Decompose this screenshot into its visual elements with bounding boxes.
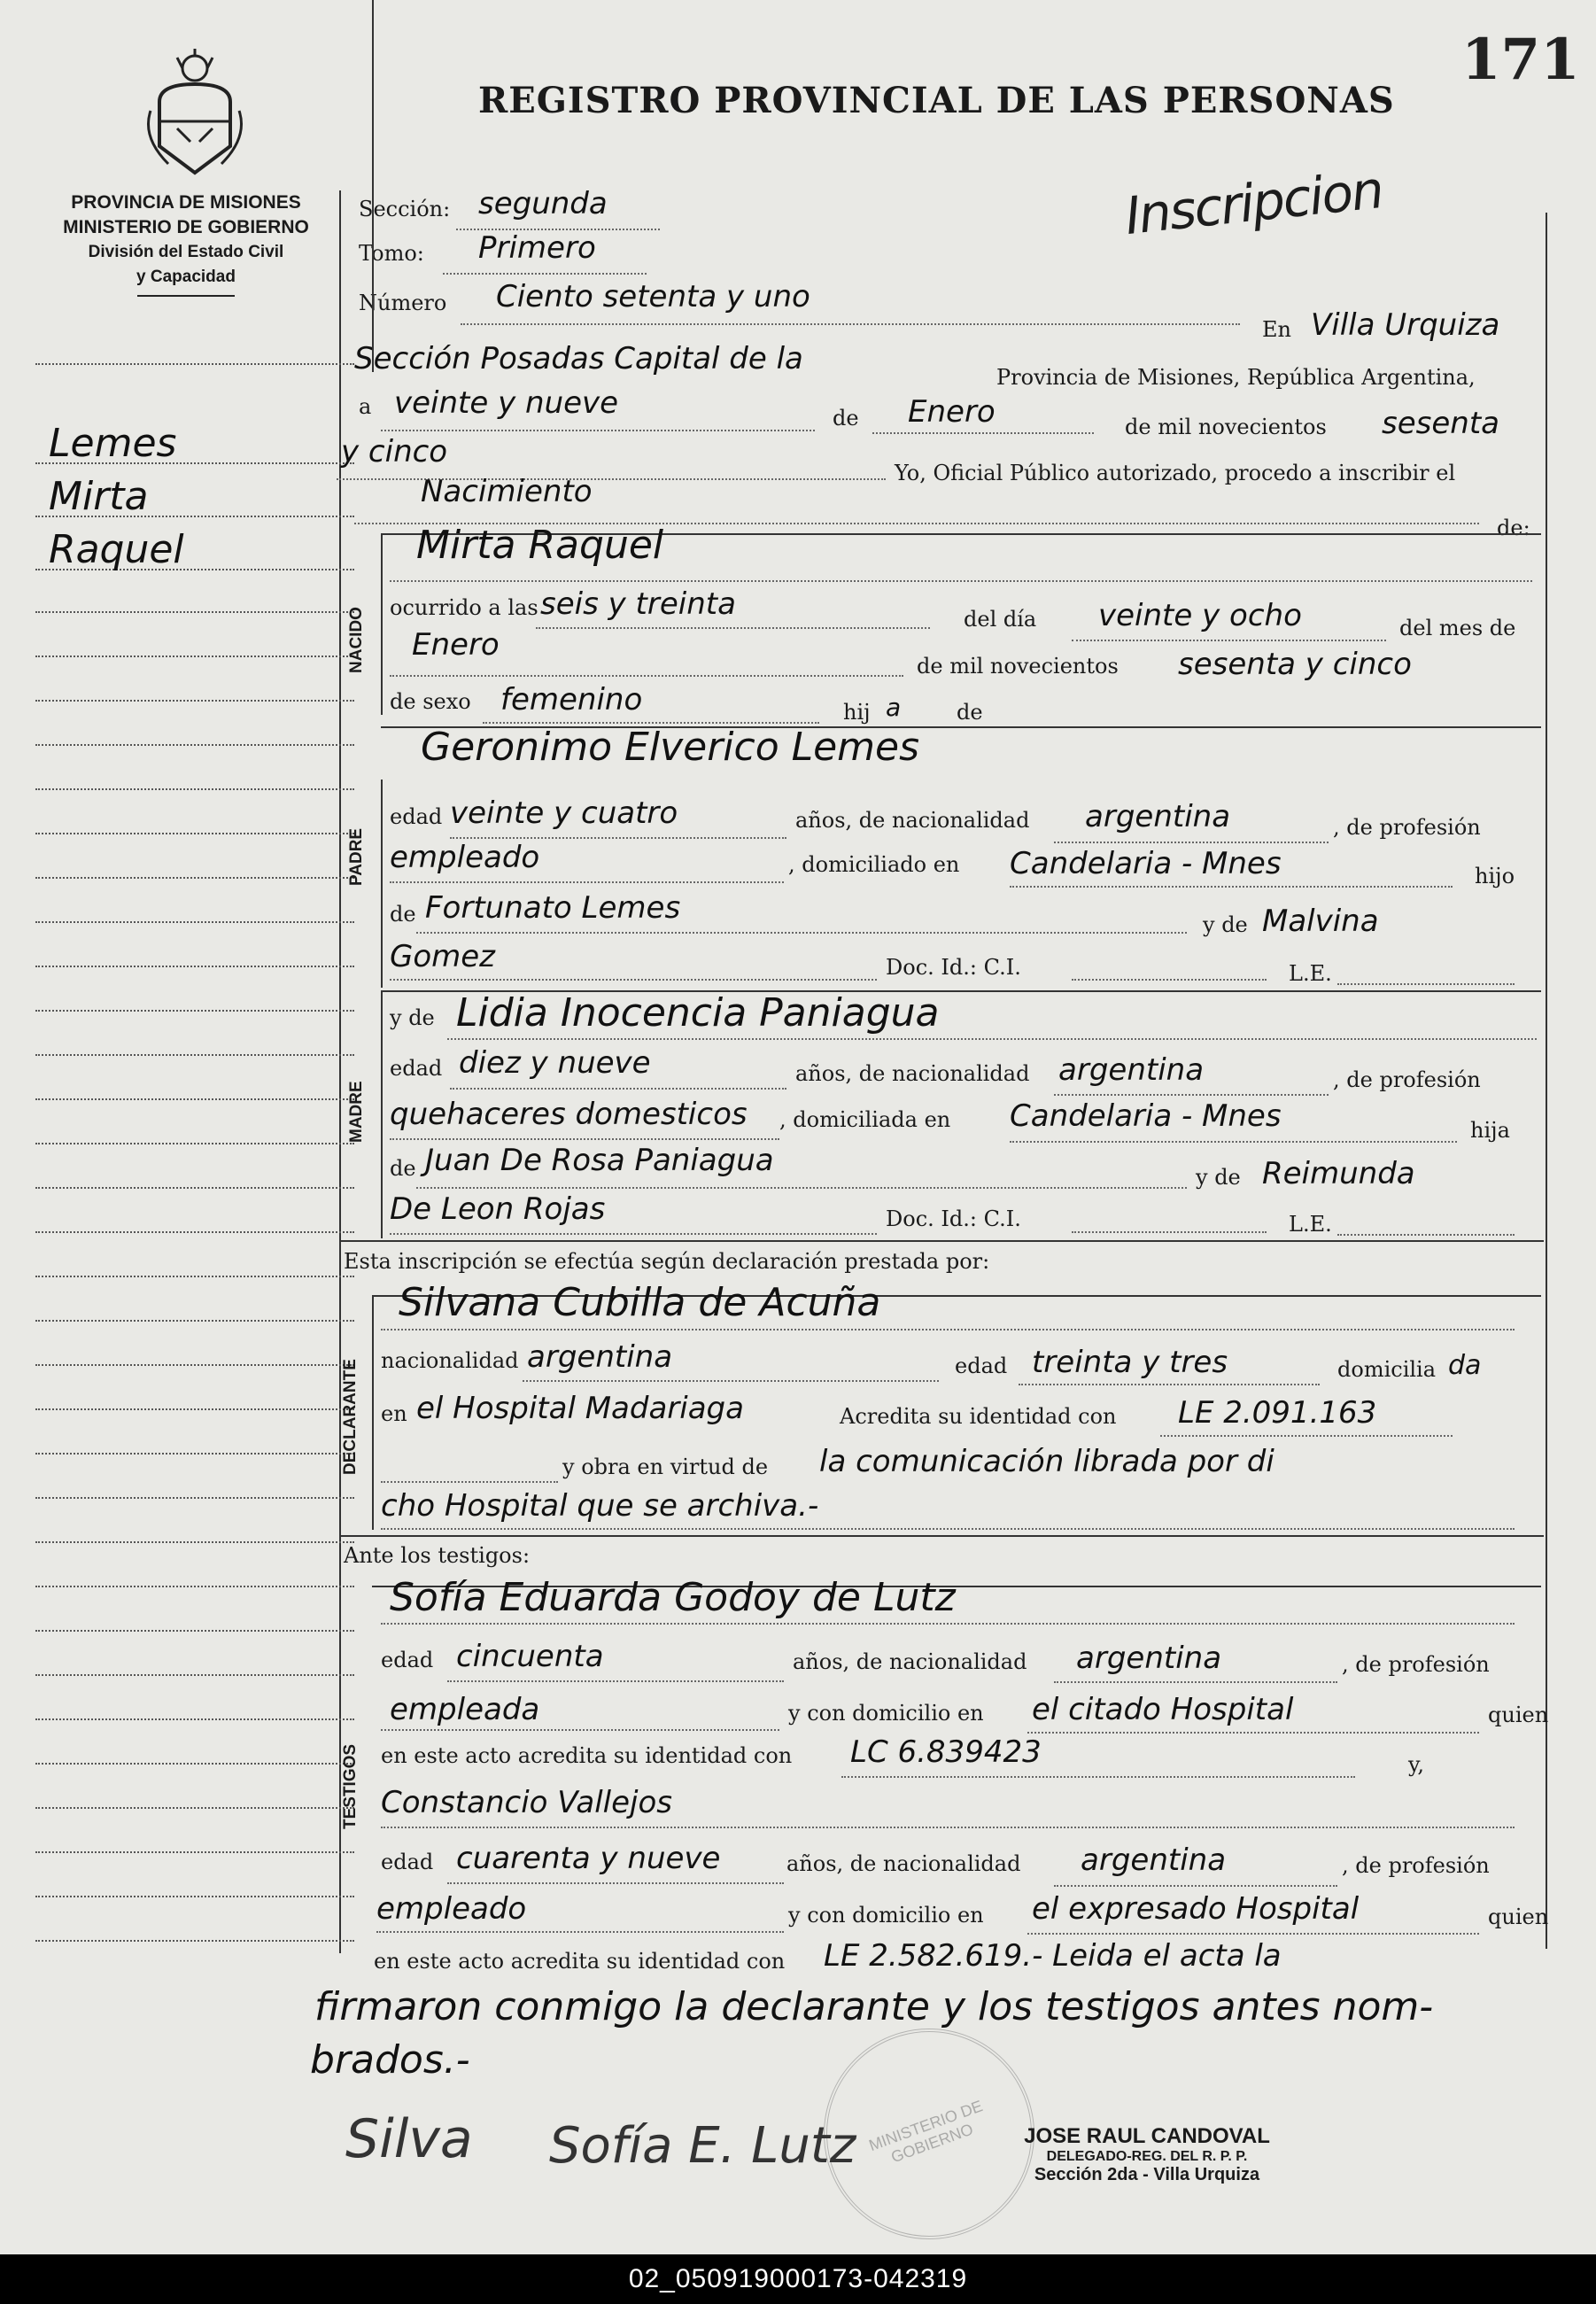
oficial-text: Yo, Oficial Público autorizado, procedo a inscribir el	[895, 461, 1456, 485]
testigo2-profesion: empleado	[376, 1891, 527, 1927]
testigo1-nombre: Sofía Eduarda Godoy de Lutz	[390, 1575, 956, 1620]
declarante-edad-label: edad	[955, 1354, 1008, 1378]
testigo2-quien-label: quien	[1488, 1904, 1549, 1929]
coat-of-arms-icon	[142, 49, 248, 182]
de-colon-label: de:	[1497, 516, 1530, 540]
declarante-intro: Esta inscripción se efectúa según declaración prestada por:	[344, 1249, 990, 1274]
madre-nac-label: años, de nacionalidad	[795, 1061, 1030, 1086]
testigo1-acredita-label: en este acto acredita su identidad con	[381, 1743, 793, 1768]
testigo1-nacionalidad: argentina	[1076, 1641, 1222, 1676]
madre-edad-label: edad	[390, 1056, 443, 1081]
padre-nombre: Geronimo Elverico Lemes	[421, 725, 920, 770]
margin-second-name: Raquel	[49, 527, 184, 572]
madre-hija-label: hija	[1470, 1118, 1510, 1143]
madre-prof-label: , de profesión	[1333, 1067, 1481, 1092]
tomo-value: Primero	[478, 230, 596, 266]
official-block	[992, 2124, 1302, 2185]
dia-value: veinte y nueve	[394, 385, 619, 421]
office-capacity: y Capacidad	[136, 268, 236, 286]
testigo2-edad-label: edad	[381, 1850, 434, 1874]
section-padre: PADRE	[347, 827, 366, 886]
declarante-nacionalidad: argentina	[527, 1339, 673, 1375]
testigo1-prof-label: , de profesión	[1342, 1652, 1490, 1677]
anio-value: sesenta	[1382, 406, 1499, 441]
padre-profesion: empleado	[390, 840, 540, 875]
a-label: a	[359, 394, 372, 419]
declarante-dom-prefix: da	[1448, 1350, 1482, 1381]
declarante-nombre: Silvana Cubilla de Acuña	[399, 1280, 881, 1325]
madre-dom-label: , domiciliada en	[779, 1107, 951, 1132]
testigo1-quien-label: quien	[1488, 1703, 1549, 1727]
section-nacido: NACIDO	[347, 607, 366, 673]
cierre-line-2: brados.-	[310, 2037, 470, 2083]
testigos-intro: Ante los testigos:	[344, 1543, 531, 1568]
office-province: PROVINCIA DE MISIONES	[71, 192, 301, 213]
office-ministry: MINISTERIO DE GOBIERNO	[63, 217, 309, 237]
declarante-obra: la comunicación librada por di	[819, 1444, 1274, 1479]
testigo1-documento: LC 6.839423	[850, 1734, 1042, 1770]
testigo2-acredita-label: en este acto acredita su identidad con	[374, 1949, 786, 1974]
padre-nacionalidad: argentina	[1085, 799, 1231, 834]
testigo1-nac-label: años, de nacionalidad	[793, 1649, 1027, 1674]
madre-nombre: Lidia Inocencia Paniagua	[456, 990, 940, 1036]
madre-de-label: de	[390, 1156, 416, 1181]
madre-nacionalidad: argentina	[1058, 1052, 1205, 1088]
madre-doc-label: Doc. Id.: C.I.	[886, 1206, 1021, 1231]
testigo1-dom-label: y con domicilio en	[788, 1701, 984, 1726]
testigo2-edad: cuarenta y nueve	[456, 1841, 721, 1876]
page-number: 171	[1461, 27, 1580, 93]
testigo2-nacionalidad: argentina	[1081, 1842, 1227, 1878]
numero-value: Ciento setenta y uno	[496, 279, 810, 314]
testigo2-documento: LE 2.582.619.- Leida el acta la	[824, 1938, 1282, 1974]
padre-hijo-label: hijo	[1475, 864, 1515, 888]
testigo1-profesion: empleada	[390, 1692, 540, 1727]
madre-profesion: quehaceres domesticos	[390, 1097, 748, 1132]
padre-edad: veinte y cuatro	[450, 795, 678, 831]
inscription-annotation: Inscripcion	[1122, 159, 1385, 247]
padre-domicilio: Candelaria - Mnes	[1010, 846, 1282, 881]
testigo1-edad-label: edad	[381, 1648, 434, 1672]
hij-label: hij	[843, 700, 871, 725]
seccion-label: Sección:	[359, 197, 451, 221]
ocurrido-label: ocurrido a las	[390, 595, 538, 620]
padre-edad-label: edad	[390, 804, 443, 829]
cierre-line-1: firmaron conmigo la declarante y los testigos antes nom-	[314, 1984, 1434, 2029]
testigo1-edad: cincuenta	[456, 1639, 604, 1674]
official-seal: MINISTERIO DE GOBIERNO	[824, 2029, 1034, 2239]
madre-yde2-label: y de	[1196, 1165, 1241, 1190]
testigo2-prof-label: , de profesión	[1342, 1853, 1490, 1878]
signature-testigo: Sofía E. Lutz	[549, 2117, 856, 2175]
padre-le-label: L.E.	[1289, 961, 1332, 986]
nacido-nombre: Mirta Raquel	[416, 523, 664, 568]
padre-dom-label: , domiciliado en	[788, 852, 960, 877]
padre-doc-label: Doc. Id.: C.I.	[886, 955, 1021, 980]
mes-nacido-value: Enero	[412, 627, 500, 663]
official-section: Sección 2da - Villa Urquiza	[1034, 2165, 1260, 2184]
declarante-documento: LE 2.091.163	[1178, 1395, 1377, 1431]
madre-madre-de-cont: De Leon Rojas	[390, 1191, 606, 1227]
padre-prof-label: , de profesión	[1333, 815, 1481, 840]
madre-domicilio: Candelaria - Mnes	[1010, 1098, 1282, 1134]
madre-yde-label: y de	[390, 1005, 435, 1030]
office-block	[35, 190, 337, 297]
del-dia-label: del día	[964, 607, 1037, 632]
margin-first-name: Mirta	[49, 474, 149, 519]
declarante-acredita-label: Acredita su identidad con	[840, 1404, 1117, 1429]
madre-edad: diez y nueve	[459, 1045, 651, 1081]
dia-nacido-value: veinte y ocho	[1098, 598, 1302, 633]
section-declarante: DECLARANTE	[341, 1359, 360, 1475]
numero-label: Número	[359, 291, 447, 315]
padre-yde-label: y de	[1203, 912, 1248, 937]
padre-de-label: de	[390, 902, 416, 927]
declarante-nac-label: nacionalidad	[381, 1348, 519, 1373]
anio-cont-value: y cinco	[341, 434, 448, 469]
testigo2-nombre: Constancio Vallejos	[381, 1785, 672, 1820]
seccion-value: segunda	[478, 186, 608, 221]
padre-madre-de: Malvina	[1262, 904, 1379, 939]
provincia-text: Provincia de Misiones, República Argentina,	[996, 365, 1476, 390]
right-form-border	[1546, 213, 1547, 1949]
office-division: División del Estado Civil	[88, 243, 284, 261]
declarante-edad: treinta y tres	[1032, 1345, 1228, 1380]
anio-nacido-value: sesenta y cinco	[1178, 647, 1412, 682]
madre-padre-de: Juan De Rosa Paniagua	[425, 1143, 774, 1178]
official-name: JOSE RAUL CANDOVAL	[1024, 2124, 1270, 2148]
margin-surname: Lemes	[49, 421, 177, 466]
document-title: REGISTRO PROVINCIAL DE LAS PERSONAS	[478, 80, 1395, 121]
hora-value: seis y treinta	[540, 586, 736, 622]
testigo1-y-label: y,	[1408, 1752, 1424, 1777]
lugar-value: Sección Posadas Capital de la	[354, 341, 803, 376]
declarante-obra-cont: cho Hospital que se archiva.-	[381, 1488, 819, 1524]
office-rule	[137, 295, 235, 297]
padre-padre-de: Fortunato Lemes	[425, 890, 681, 926]
de-label: de	[833, 406, 859, 431]
declarante-obra-label: y obra en virtud de	[562, 1455, 769, 1479]
anio-nacido-label: de mil novecientos	[917, 654, 1119, 679]
en-value: Villa Urquiza	[1311, 307, 1500, 343]
madre-le-label: L.E.	[1289, 1212, 1332, 1237]
padre-nac-label: años, de nacionalidad	[795, 808, 1030, 833]
testigo2-nac-label: años, de nacionalidad	[786, 1851, 1021, 1876]
sexo-value: femenino	[500, 682, 643, 718]
tomo-label: Tomo:	[359, 241, 424, 266]
acto-value: Nacimiento	[421, 474, 593, 509]
hij-de-label: de	[957, 700, 983, 725]
declarante-en-label: en	[381, 1401, 407, 1426]
mes-value: Enero	[908, 394, 996, 430]
declarante-domicilio: el Hospital Madariaga	[416, 1391, 744, 1426]
padre-madre-de-cont: Gomez	[390, 939, 496, 974]
sexo-label: de sexo	[390, 689, 471, 714]
official-title: DELEGADO-REG. DEL R. P. P.	[1046, 2149, 1248, 2164]
section-madre: MADRE	[347, 1081, 366, 1143]
testigo2-dom-label: y con domicilio en	[788, 1903, 984, 1928]
anio-label: de mil novecientos	[1125, 415, 1327, 439]
testigo2-domicilio: el expresado Hospital	[1032, 1891, 1360, 1927]
madre-madre-de: Reimunda	[1262, 1156, 1415, 1191]
testigo1-domicilio: el citado Hospital	[1032, 1692, 1294, 1727]
image-caption: 02_050919000173-042319	[0, 2254, 1596, 2304]
del-mes-label: del mes de	[1399, 616, 1516, 640]
section-testigos: TESTIGOS	[341, 1743, 360, 1829]
en-label: En	[1262, 317, 1291, 342]
declarante-dom-label: domicilia	[1337, 1357, 1437, 1382]
hij-suffix: a	[886, 693, 902, 722]
signature-declarante: Silva	[345, 2108, 473, 2170]
